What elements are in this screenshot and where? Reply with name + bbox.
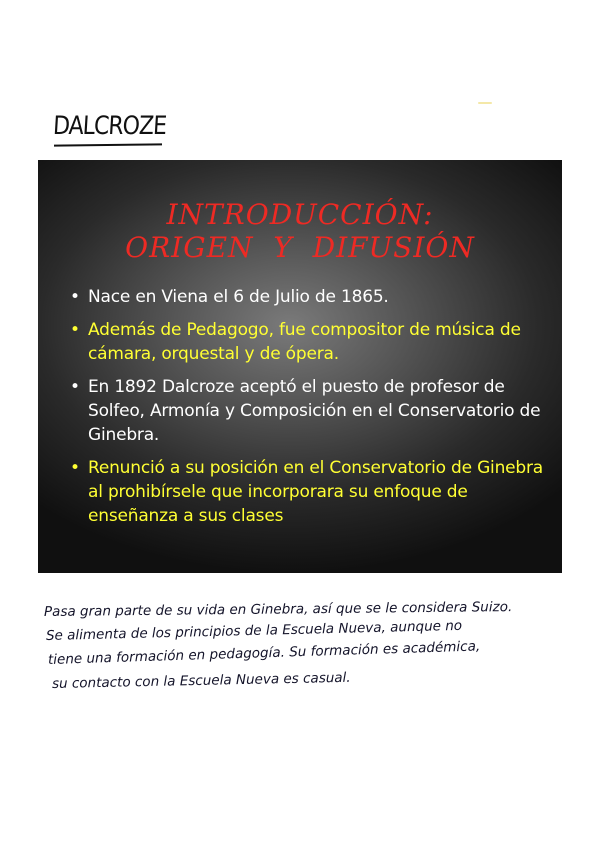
bullet-list	[68, 285, 548, 537]
bullet-text: Además de Pedagogo, fue compositor de música de cámara, orquestal y de ópera.	[88, 320, 521, 364]
title-underline	[54, 143, 162, 146]
slide-title-line-1: INTRODUCCIÓN:	[166, 198, 434, 231]
note-line-4: su contacto con la Escuela Nueva es casual.	[51, 669, 351, 692]
bullet-text: Renunció a su posición en el Conservatorio de Ginebra al prohibírsele que incorporara su enfoque de enseñanza a sus clases	[88, 458, 543, 526]
bullet-item	[68, 375, 548, 447]
bullet-item	[68, 456, 548, 528]
bullet-item	[68, 285, 548, 309]
bullet-icon: •	[70, 458, 80, 478]
slide-title-line-2: ORIGEN Y DIFUSIÓN	[125, 231, 475, 264]
bullet-icon: •	[70, 320, 80, 340]
note-line-3: tiene una formación en pedagogía. Su formación es académica,	[47, 638, 481, 668]
bullet-icon: •	[70, 287, 80, 307]
bullet-text: Nace en Viena el 6 de Julio de 1865.	[88, 287, 389, 307]
bullet-icon: •	[70, 377, 80, 397]
presentation-slide	[38, 160, 562, 573]
page-title: DALCROZE	[52, 112, 167, 141]
slide-title	[38, 198, 562, 264]
bullet-item	[68, 318, 548, 366]
bullet-text: En 1892 Dalcroze aceptó el puesto de profesor de Solfeo, Armonía y Composición en el Conservatorio de Ginebra.	[88, 377, 541, 445]
handwritten-notes	[44, 600, 584, 696]
highlighter-mark	[478, 102, 492, 104]
note-line-1: Pasa gran parte de su vida en Ginebra, así que se le considera Suizo.	[43, 599, 513, 620]
note-line-2: Se alimenta de los principios de la Escuela Nueva, aunque no	[45, 617, 463, 644]
